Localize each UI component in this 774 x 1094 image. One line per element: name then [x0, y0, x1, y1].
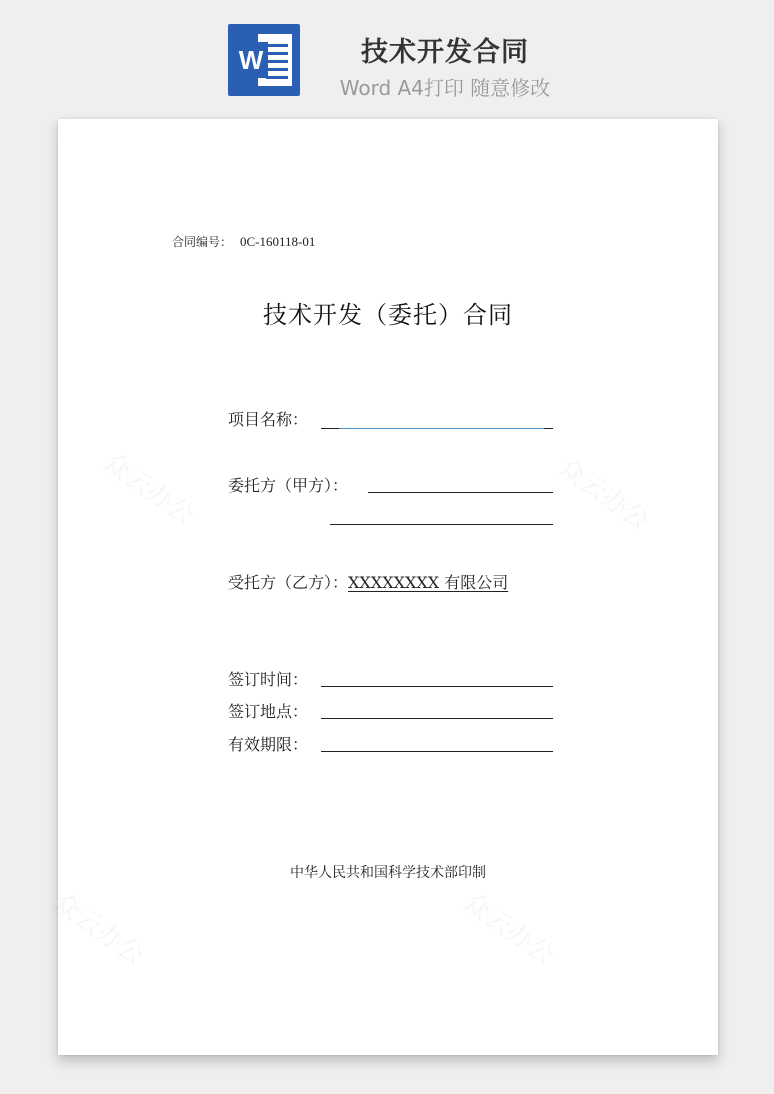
contractor-label-text: 受托方（乙方）： [228, 573, 349, 592]
client-label: 委托方（甲方）： [228, 476, 349, 495]
header-title: 技术开发合同 [361, 37, 529, 68]
contract-number-value: 0C-160118-01 [240, 234, 316, 249]
client-field[interactable] [368, 492, 553, 493]
header-subtitle: Word A4打印 随意修改 [339, 76, 551, 100]
watermark [552, 448, 658, 538]
sign-place-field[interactable] [321, 718, 553, 719]
contractor-value: XXXXXXXX 有限公司 [348, 573, 509, 592]
publisher-footer: 中华人民共和国科学技术部印制 [290, 865, 486, 881]
sign-place-label: 签订地点： [228, 702, 309, 721]
client-field-line2[interactable] [330, 524, 553, 525]
watermark [97, 443, 203, 533]
validity-label: 有效期限： [228, 735, 309, 754]
header-banner [0, 0, 774, 110]
word-icon-letter: W [234, 42, 268, 78]
document-title: 技术开发（委托）合同 [263, 301, 513, 329]
contract-number [172, 233, 315, 250]
watermark [457, 883, 563, 973]
contract-number-label: 合同编号： [172, 235, 233, 249]
sign-time-label: 签订时间： [228, 670, 309, 689]
contractor-label [228, 570, 508, 593]
project-name-line-lead [321, 428, 339, 429]
project-name-field[interactable] [339, 428, 544, 429]
project-name-label: 项目名称： [228, 410, 309, 429]
sign-time-field[interactable] [321, 686, 553, 687]
project-name-line-tail [544, 428, 553, 429]
document-page [58, 119, 718, 1055]
watermark [47, 883, 153, 973]
word-icon [228, 24, 300, 96]
validity-field[interactable] [321, 751, 553, 752]
